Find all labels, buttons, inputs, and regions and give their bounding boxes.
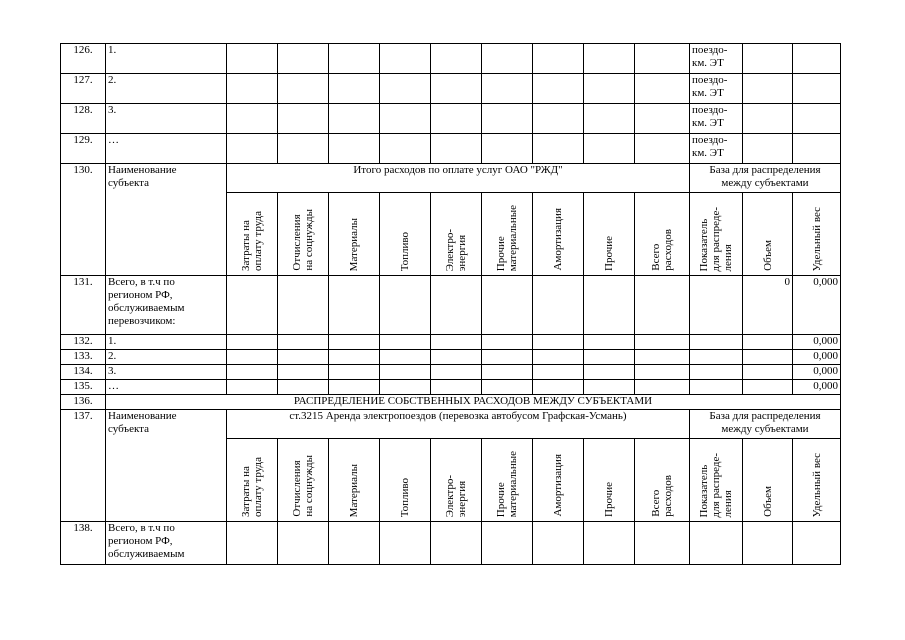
row-number: 131. [61,276,106,335]
data-cell [743,44,793,74]
data-cell [431,522,482,565]
column-header-label: Удельный вес [810,206,823,271]
data-cell [431,276,482,335]
data-cell [278,522,329,565]
column-header [533,439,584,522]
row-number: 134. [61,365,106,380]
column-header [584,439,635,522]
data-cell [227,44,278,74]
row-number: 126. [61,44,106,74]
data-cell [380,44,431,74]
data-cell [431,134,482,164]
data-cell [533,335,584,350]
base-title: База для распределения между субъектами [690,410,841,439]
data-cell [227,276,278,335]
data-cell [431,335,482,350]
data-cell [431,104,482,134]
data-cell [227,74,278,104]
data-cell [793,104,841,134]
header-row [61,164,841,193]
column-header-label: Всего расходов [650,229,674,271]
data-cell [329,335,380,350]
volume-value: 0 [743,276,793,335]
column-header [278,193,329,276]
column-header-label: Прочие материальные [495,204,519,271]
data-cell [278,365,329,380]
data-cell [227,104,278,134]
data-cell [635,104,690,134]
weight-value: 0,000 [793,335,841,350]
data-cell [329,276,380,335]
data-cell [743,74,793,104]
column-header [431,193,482,276]
row-name: 3. [106,104,227,134]
data-cell [380,380,431,395]
table-row [61,134,841,164]
row-name: Всего, в т.ч по регионом РФ, обслуживаемым [106,522,227,565]
row-name: … [106,134,227,164]
row-number: 130. [61,164,106,276]
unit-label: поездо- км. ЭТ [690,104,743,134]
column-header [482,193,533,276]
data-cell [690,350,743,365]
table-row [61,74,841,104]
column-header [380,439,431,522]
column-header [227,439,278,522]
data-cell [482,522,533,565]
data-cell [329,522,380,565]
data-cell [533,276,584,335]
data-cell [533,104,584,134]
column-header-label: Амортизация [552,454,564,517]
data-cell [278,380,329,395]
row-name: 2. [106,74,227,104]
data-cell [584,365,635,380]
row-number: 135. [61,380,106,395]
table-row [61,276,841,335]
data-cell [278,276,329,335]
data-cell [329,365,380,380]
data-cell [743,350,793,365]
data-cell [635,44,690,74]
data-cell [227,335,278,350]
column-header-label: Топливо [399,231,411,271]
column-header-label: Отчисления на соцнужды [291,209,315,271]
data-cell [431,380,482,395]
base-title: База для распределения между субъектами [690,164,841,193]
table-row [61,44,841,74]
row-number: 138. [61,522,106,565]
data-cell [690,365,743,380]
data-cell [635,365,690,380]
unit-label: поездо- км. ЭТ [690,44,743,74]
column-header [380,193,431,276]
data-cell [431,365,482,380]
cost-distribution-table [60,43,841,565]
data-cell [584,522,635,565]
data-cell [227,380,278,395]
table-row [61,335,841,350]
data-cell [380,134,431,164]
column-header-label: Электро- энергия [444,474,468,517]
data-cell [227,365,278,380]
row-number: 136. [61,395,106,410]
column-header-label: Электро- энергия [444,228,468,271]
data-cell [278,335,329,350]
data-cell [690,522,743,565]
weight-value: 0,000 [793,365,841,380]
data-cell [584,276,635,335]
row-name: 1. [106,335,227,350]
column-header [278,439,329,522]
column-header-label: Объем [761,486,774,517]
data-cell [743,335,793,350]
data-cell [278,350,329,365]
table-row [61,104,841,134]
data-cell [380,104,431,134]
column-header-label: Всего расходов [650,475,674,517]
name-column-header: Наименование субъекта [106,164,227,276]
data-cell [635,380,690,395]
column-header [793,439,841,522]
row-number: 128. [61,104,106,134]
data-cell [793,44,841,74]
data-cell [690,380,743,395]
data-cell [380,365,431,380]
group-title: ст.3215 Аренда электропоездов (перевозка автобусом Графская-Усмань) [227,410,690,439]
data-cell [329,44,380,74]
data-cell [329,104,380,134]
data-cell [278,134,329,164]
row-name: 2. [106,350,227,365]
table-row [61,365,841,380]
data-cell [533,134,584,164]
data-cell [743,522,793,565]
table-row [61,522,841,565]
column-header-label: Прочие материальные [495,450,519,517]
column-header [793,193,841,276]
weight-value: 0,000 [793,276,841,335]
column-header [635,439,690,522]
row-name: 3. [106,365,227,380]
data-cell [482,380,533,395]
column-header [584,193,635,276]
column-header [329,193,380,276]
data-cell [690,335,743,350]
data-cell [482,365,533,380]
data-cell [584,335,635,350]
data-cell [278,104,329,134]
weight-value: 0,000 [793,350,841,365]
data-cell [635,276,690,335]
data-cell [482,335,533,350]
column-header [635,193,690,276]
column-header [329,439,380,522]
column-header [743,193,793,276]
data-cell [227,522,278,565]
column-header-label: Отчисления на соцнужды [291,455,315,517]
section-title: РАСПРЕДЕЛЕНИЕ СОБСТВЕННЫХ РАСХОДОВ МЕЖДУ СУБЪЕКТАМИ [106,395,841,410]
data-cell [533,44,584,74]
column-header-label: Прочие [603,482,615,517]
data-cell [380,522,431,565]
column-header [227,193,278,276]
data-cell [482,134,533,164]
column-header [690,193,743,276]
data-cell [635,335,690,350]
data-cell [482,74,533,104]
data-cell [431,350,482,365]
data-cell [278,74,329,104]
data-cell [743,380,793,395]
data-cell [690,276,743,335]
column-header-label: Топливо [399,477,411,517]
unit-label: поездо- км. ЭТ [690,134,743,164]
data-cell [793,134,841,164]
header-row [61,410,841,439]
table-row [61,350,841,365]
column-header-label: Прочие [603,236,615,271]
column-header-label: Удельный вес [810,452,823,517]
data-cell [329,74,380,104]
row-number: 129. [61,134,106,164]
data-cell [482,276,533,335]
row-name: Всего, в т.ч по регионом РФ, обслуживаемым перевозчиком: [106,276,227,335]
column-header [533,193,584,276]
data-cell [278,44,329,74]
column-header-label: Материалы [348,463,360,517]
data-cell [533,380,584,395]
data-cell [584,380,635,395]
data-cell [431,44,482,74]
column-header-label: Затраты на оплату труда [240,211,264,271]
data-cell [635,522,690,565]
column-header [743,439,793,522]
row-name: 1. [106,44,227,74]
group-title: Итого расходов по оплате услуг ОАО "РЖД" [227,164,690,193]
data-cell [380,74,431,104]
data-cell [533,522,584,565]
column-header [482,439,533,522]
data-cell [533,350,584,365]
data-cell [329,134,380,164]
data-cell [584,134,635,164]
data-cell [584,74,635,104]
data-cell [533,365,584,380]
data-cell [635,74,690,104]
column-header [690,439,743,522]
data-cell [431,74,482,104]
data-cell [482,44,533,74]
data-cell [533,74,584,104]
section-row [61,395,841,410]
data-cell [227,134,278,164]
row-number: 133. [61,350,106,365]
data-cell [380,276,431,335]
column-header-label: Объем [761,240,774,271]
data-cell [380,350,431,365]
row-number: 137. [61,410,106,522]
column-header-label: Амортизация [552,208,564,271]
column-header-label: Показатель для распреде- ления [698,452,734,517]
weight-value: 0,000 [793,380,841,395]
data-cell [743,365,793,380]
data-cell [227,350,278,365]
column-header-label: Показатель для распреде- ления [698,206,734,271]
column-header-label: Материалы [348,217,360,271]
data-cell [635,134,690,164]
name-column-header: Наименование субъекта [106,410,227,522]
data-cell [793,522,841,565]
data-cell [329,380,380,395]
data-cell [380,335,431,350]
column-header [431,439,482,522]
row-number: 132. [61,335,106,350]
row-name: … [106,380,227,395]
data-cell [584,350,635,365]
data-cell [584,104,635,134]
row-number: 127. [61,74,106,104]
data-cell [743,104,793,134]
data-cell [743,134,793,164]
unit-label: поездо- км. ЭТ [690,74,743,104]
data-cell [635,350,690,365]
table-row [61,380,841,395]
data-cell [329,350,380,365]
data-cell [584,44,635,74]
data-cell [793,74,841,104]
column-header-label: Затраты на оплату труда [240,457,264,517]
data-cell [482,350,533,365]
data-cell [482,104,533,134]
